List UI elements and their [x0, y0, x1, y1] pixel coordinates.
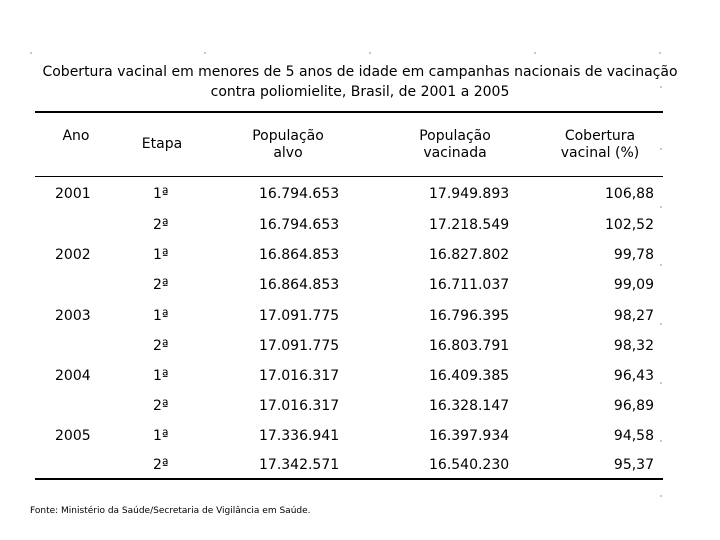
cobertura-cell: 106,88	[605, 186, 654, 202]
table-title-line-1: Cobertura vacinal em menores de 5 anos de idade em campanhas nacionais de vacinação	[42, 64, 678, 80]
populacao-alvo-cell: 17.336.941	[259, 428, 340, 444]
header-ano: Ano	[62, 128, 90, 144]
populacao-vacinada-cell: 17.949.893	[429, 186, 510, 202]
year-cell: 2002	[55, 247, 91, 263]
etapa-cell: 1ª	[153, 247, 169, 263]
cobertura-cell: 99,09	[613, 277, 654, 293]
populacao-vacinada-cell: 16.803.791	[429, 338, 510, 354]
cobertura-cell: 102,52	[605, 217, 654, 233]
populacao-vacinada-cell: 17.218.549	[429, 217, 510, 233]
decorative-dot	[660, 323, 662, 325]
decorative-dot	[659, 52, 661, 54]
year-cell: 2004	[55, 368, 91, 384]
header-populacao-vacinada-line-1: População	[419, 128, 491, 144]
etapa-cell: 1ª	[153, 186, 169, 202]
header-cobertura	[540, 128, 660, 162]
populacao-vacinada-cell: 16.711.037	[429, 277, 510, 293]
populacao-alvo-cell: 16.864.853	[259, 277, 340, 293]
decorative-dot	[660, 382, 662, 384]
header-populacao-vacinada	[395, 128, 515, 162]
table-top-rule	[35, 111, 663, 113]
populacao-alvo-cell: 17.342.571	[259, 457, 340, 473]
etapa-cell: 2ª	[153, 398, 169, 414]
populacao-vacinada-cell: 16.409.385	[429, 368, 510, 384]
populacao-alvo-cell: 16.864.853	[259, 247, 340, 263]
populacao-alvo-cell: 16.794.653	[259, 217, 340, 233]
header-populacao-vacinada-line-2: vacinada	[423, 145, 487, 161]
etapa-cell: 1ª	[153, 308, 169, 324]
source-note: Fonte: Ministério da Saúde/Secretaria de Vigilância em Saúde.	[30, 506, 311, 516]
decorative-dot	[369, 52, 371, 54]
populacao-alvo-cell: 16.794.653	[259, 186, 340, 202]
header-populacao-alvo-line-2: alvo	[273, 145, 303, 161]
populacao-vacinada-cell: 16.397.934	[429, 428, 510, 444]
populacao-vacinada-cell: 16.796.395	[429, 308, 510, 324]
table-title	[30, 62, 690, 102]
header-cobertura-line-2: vacinal (%)	[560, 145, 640, 161]
year-cell: 2003	[55, 308, 91, 324]
populacao-alvo-cell: 17.016.317	[259, 398, 340, 414]
header-etapa: Etapa	[141, 136, 183, 152]
decorative-dot	[204, 52, 206, 54]
populacao-vacinada-cell: 16.328.147	[429, 398, 510, 414]
header-populacao-alvo	[228, 128, 348, 162]
populacao-alvo-cell: 17.016.317	[259, 368, 340, 384]
populacao-alvo-cell: 17.091.775	[259, 338, 340, 354]
etapa-cell: 1ª	[153, 428, 169, 444]
cobertura-cell: 95,37	[613, 457, 654, 473]
year-cell: 2005	[55, 428, 91, 444]
cobertura-cell: 98,27	[613, 308, 654, 324]
cobertura-cell: 99,78	[613, 247, 654, 263]
header-populacao-alvo-line-1: População	[252, 128, 324, 144]
etapa-cell: 1ª	[153, 368, 169, 384]
decorative-dot	[30, 52, 32, 54]
decorative-dot	[534, 52, 536, 54]
table-title-line-2: contra poliomielite, Brasil, de 2001 a 2005	[210, 84, 510, 100]
populacao-alvo-cell: 17.091.775	[259, 308, 340, 324]
etapa-cell: 2ª	[153, 338, 169, 354]
etapa-cell: 2ª	[153, 277, 169, 293]
decorative-dot	[660, 148, 662, 150]
header-cobertura-line-1: Cobertura	[564, 128, 636, 144]
cobertura-cell: 98,32	[613, 338, 654, 354]
table-header-rule	[35, 176, 663, 177]
cobertura-cell: 96,43	[613, 368, 654, 384]
etapa-cell: 2ª	[153, 457, 169, 473]
year-cell: 2001	[55, 186, 91, 202]
etapa-cell: 2ª	[153, 217, 169, 233]
populacao-vacinada-cell: 16.540.230	[429, 457, 510, 473]
populacao-vacinada-cell: 16.827.802	[429, 247, 510, 263]
decorative-dot	[660, 440, 662, 442]
decorative-dot	[660, 495, 662, 497]
table-bottom-rule	[35, 478, 663, 480]
decorative-dot	[660, 264, 662, 266]
cobertura-cell: 96,89	[613, 398, 654, 414]
decorative-dot	[660, 206, 662, 208]
cobertura-cell: 94,58	[613, 428, 654, 444]
